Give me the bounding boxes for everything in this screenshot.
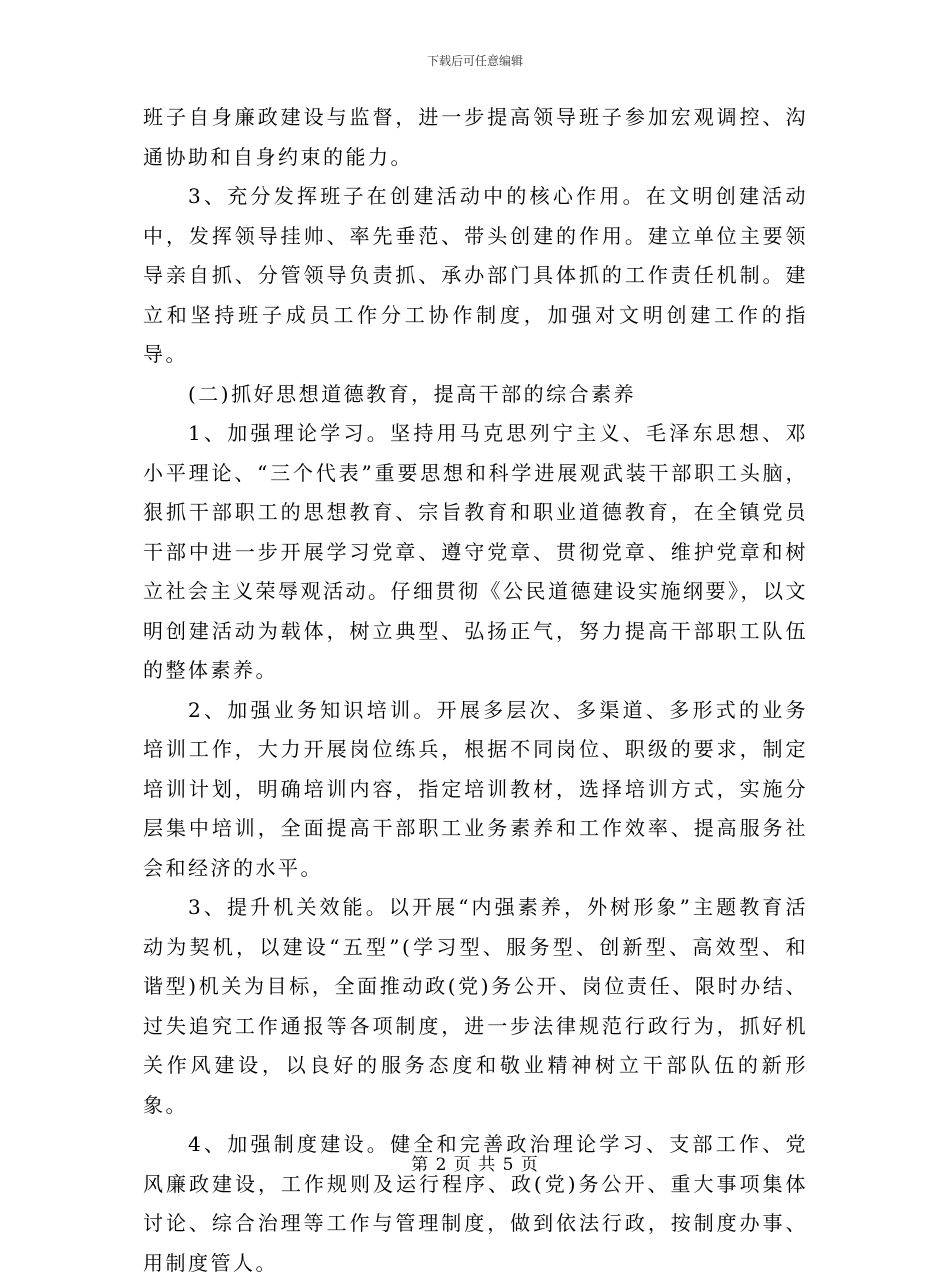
paragraph: 1、加强理论学习。坚持用马克思列宁主义、毛泽东思想、邓小平理论、“三个代表”重要思想和科学进展观武装干部职工头脑，狠抓干部职工的思想教育、宗旨教育和职业道德教育，在全镇党员干部中进一步开展学习党章、遵守党章、贯彻党章、维护党章和树立社会主义荣辱观活动。仔细贯彻《公民道德建设实施纲要》，以文明创建活动为载体，树立典型、弘扬正气，努力提高干部职工队伍的整体素养。 — [143, 421, 808, 682]
paragraph: 3、充分发挥班子在创建活动中的核心作用。在文明创建活动中，发挥领导挂帅、率先垂范、带头创建的作用。建立单位主要领导亲自抓、分管领导负责抓、承办部门具体抓的工作责任机制。建立和坚持班子成员工作分工协作制度，加强对文明创建工作的指导。 — [143, 184, 808, 366]
document-body — [143, 98, 808, 1283]
page-header-note: 下载后可任意编辑 — [426, 54, 523, 68]
paragraph: 3、提升机关效能。以开展“内强素养，外树形象”主题教育活动为契机，以建设“五型”(学习型、服务型、创新型、高效型、和谐型)机关为目标，全面推动政(党)务公开、岗位责任、限时办结、过失追究工作通报等各项制度，进一步法律规范行政行为，抓好机关作风建设，以良好的服务态度和敬业精神树立干部队伍的新形象。 — [143, 895, 808, 1117]
paragraph: 2、加强业务知识培训。开展多层次、多渠道、多形式的业务培训工作，大力开展岗位练兵，根据不同岗位、职级的要求，制定培训计划，明确培训内容，指定培训教材，选择培训方式，实施分层集中培训，全面提高干部职工业务素养和工作效率、提高服务社会和经济的水平。 — [143, 697, 808, 880]
paragraph: 班子自身廉政建设与监督，进一步提高领导班子参加宏观调控、沟通协助和自身约束的能力。 — [143, 105, 808, 169]
page-number: 第 2 页 共 5 页 — [411, 1155, 539, 1175]
section-heading: (二)抓好思想道德教育，提高干部的综合素养 — [188, 381, 637, 406]
paragraph: 4、加强制度建设。健全和完善政治理论学习、支部工作、党风廉政建设，工作规则及运行程序、政(党)务公开、重大事项集体讨论、综合治理等工作与管理制度，做到依法行政，按制度办事、用制度管人。 — [143, 1132, 808, 1275]
